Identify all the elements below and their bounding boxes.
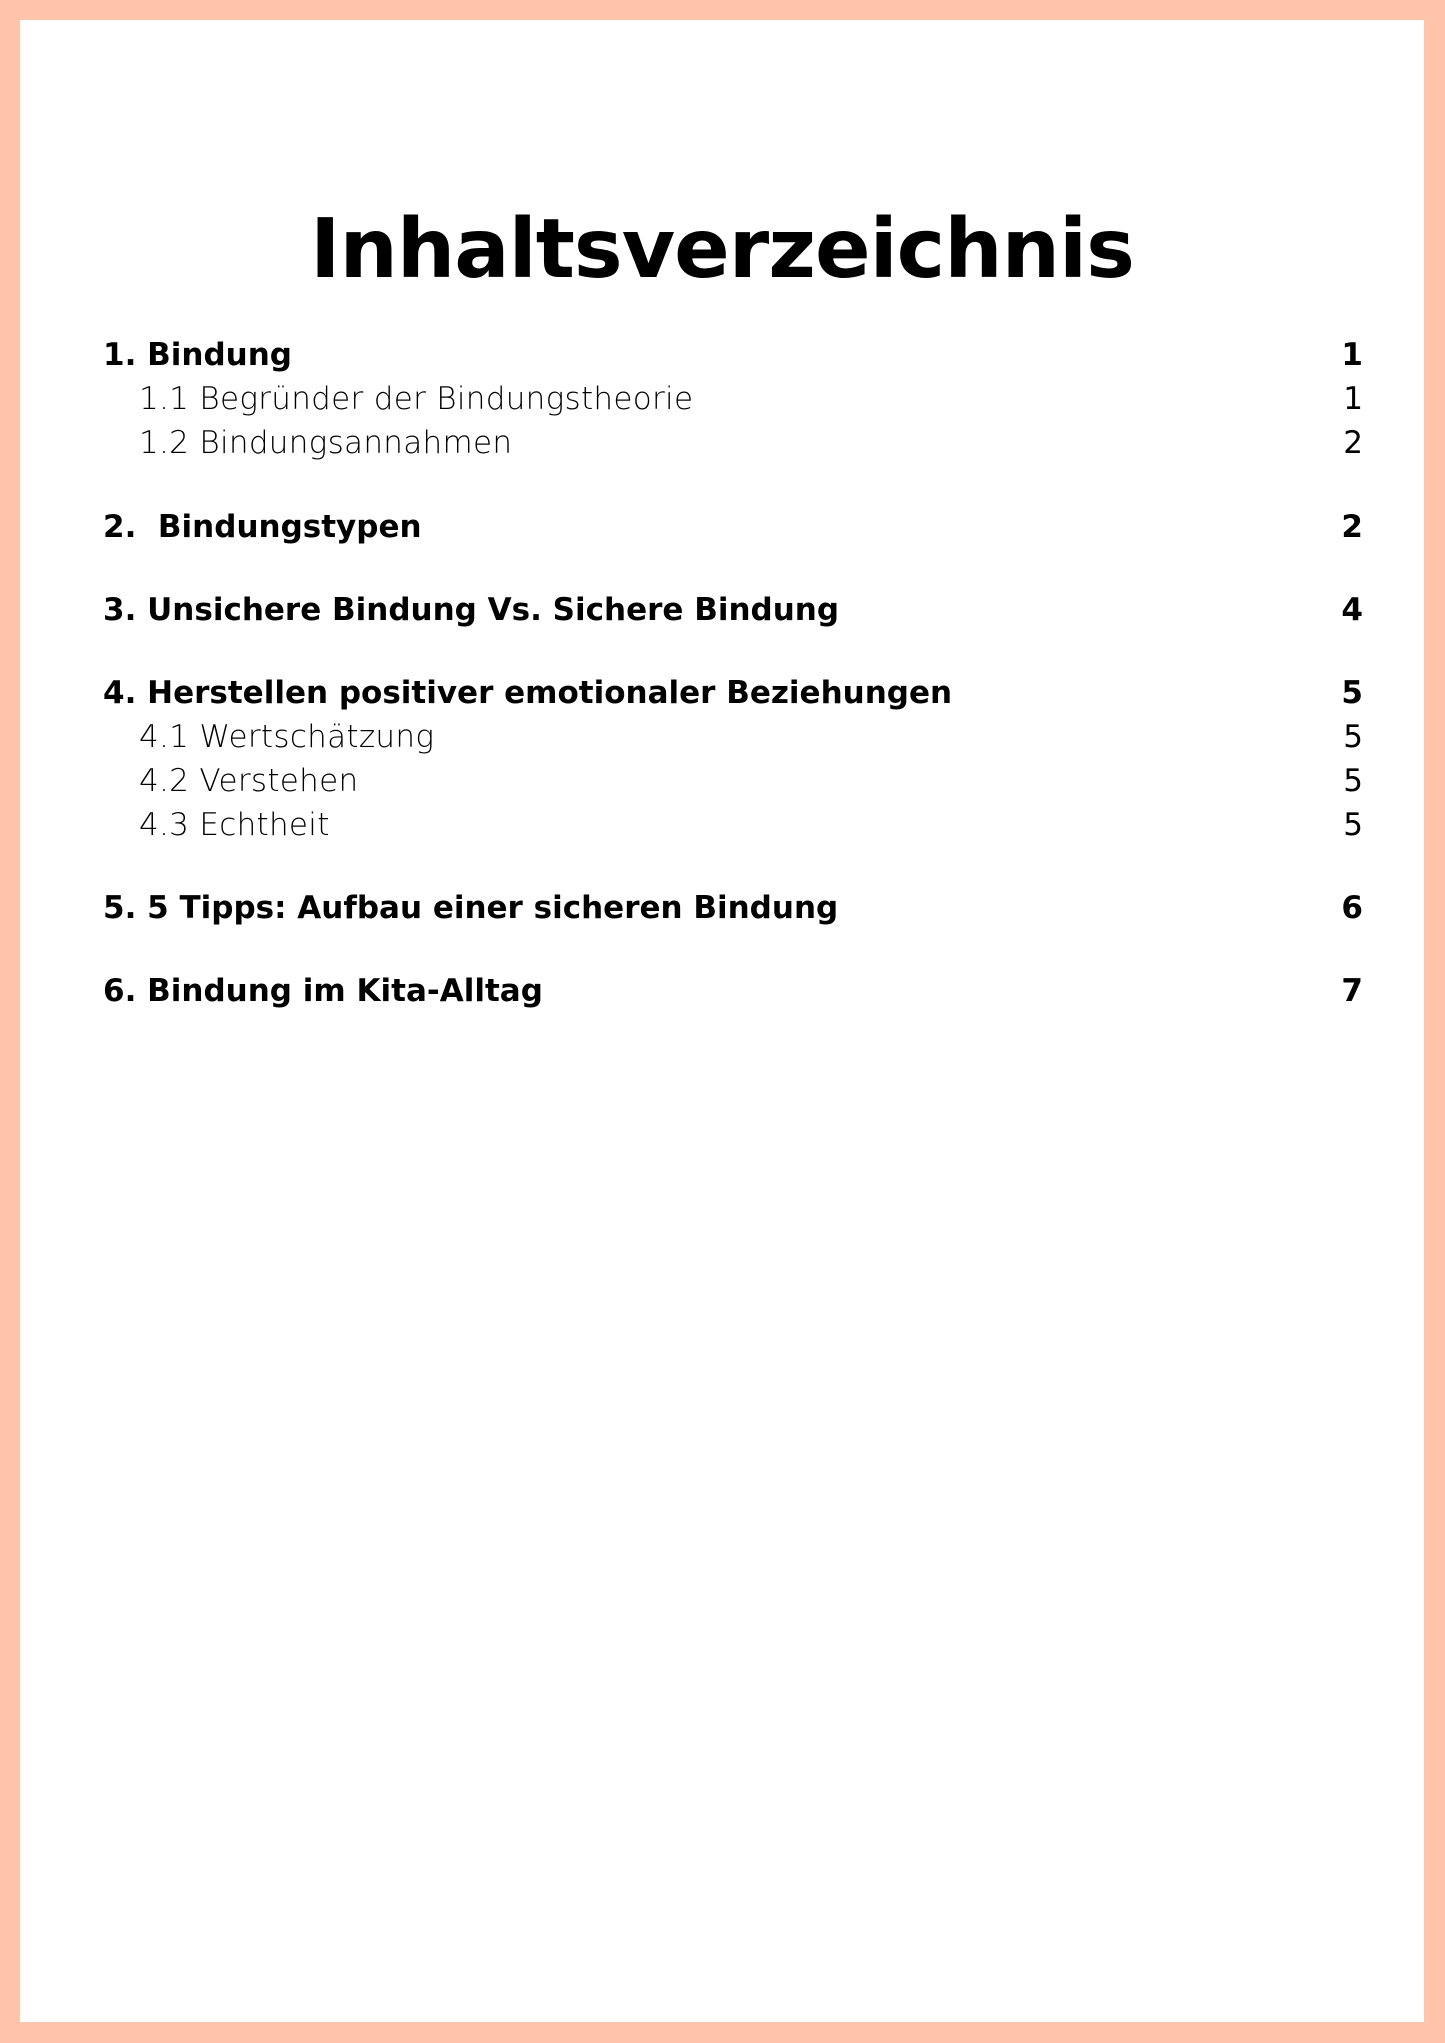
document-page (20, 20, 1424, 2022)
toc-entry-label: 2. Bindungstypen (103, 509, 422, 545)
toc-entry-2[interactable] (103, 505, 1363, 549)
page-title: Inhaltsverzeichnis (310, 201, 1134, 297)
toc-entry-page: 5 (1343, 719, 1363, 755)
toc-entry-label: 1. Bindung (103, 337, 292, 373)
toc-entry-page: 1 (1341, 337, 1363, 373)
toc-entry-5[interactable] (103, 886, 1363, 930)
toc-entry-4-3[interactable] (103, 803, 1363, 847)
toc-entry-4[interactable] (103, 671, 1363, 715)
toc-entry-label: 6. Bindung im Kita-Alltag (103, 973, 543, 1009)
toc-entry-4-1[interactable] (103, 715, 1363, 759)
toc-entry-page: 4 (1341, 592, 1363, 628)
toc-entry-3[interactable] (103, 588, 1363, 632)
toc-entry-label: 1.1 Begründer der Bindungstheorie (139, 381, 694, 417)
toc-entry-label: 4.2 Verstehen (139, 763, 359, 799)
toc-entry-page: 5 (1341, 675, 1363, 711)
toc-entry-1-1[interactable] (103, 377, 1363, 421)
toc-entry-1-2[interactable] (103, 421, 1363, 465)
toc-entry-page: 1 (1343, 381, 1363, 417)
toc-entry-page: 5 (1343, 763, 1363, 799)
toc-entry-label: 4. Herstellen positiver emotionaler Beziehungen (103, 675, 953, 711)
toc-entry-label: 5. 5 Tipps: Aufbau einer sicheren Bindung (103, 890, 839, 926)
toc-entry-label: 1.2 Bindungsannahmen (139, 425, 513, 461)
toc-entry-page: 6 (1341, 890, 1363, 926)
toc-entry-page: 2 (1343, 425, 1363, 461)
toc-entry-1[interactable] (103, 333, 1363, 377)
toc-entry-page: 7 (1341, 973, 1363, 1009)
toc-entry-4-2[interactable] (103, 759, 1363, 803)
toc-entry-page: 5 (1343, 807, 1363, 843)
toc-entry-6[interactable] (103, 969, 1363, 1013)
toc-entry-label: 4.1 Wertschätzung (139, 719, 435, 755)
toc-entry-label: 3. Unsichere Bindung Vs. Sichere Bindung (103, 592, 840, 628)
toc-entry-page: 2 (1341, 509, 1363, 545)
toc-entry-label: 4.3 Echtheit (139, 807, 330, 843)
